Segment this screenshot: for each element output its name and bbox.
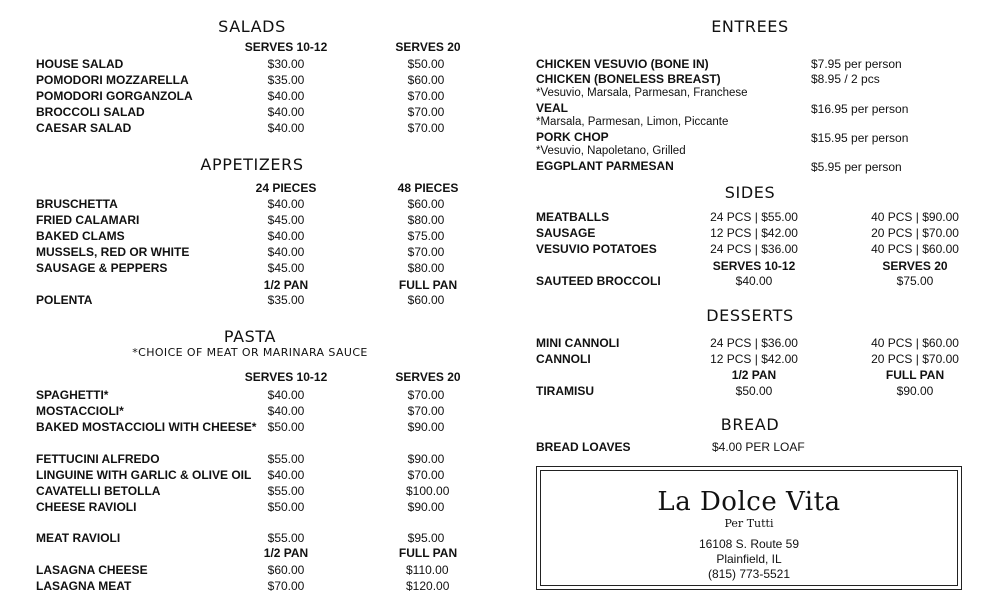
- item-name: CHICKEN VESUVIO (BONE IN): [536, 57, 709, 71]
- list-item: [36, 420, 496, 435]
- item-name: SAUSAGE: [536, 226, 596, 240]
- entrees-heading: ENTREES: [711, 17, 789, 36]
- list-item: [36, 197, 496, 212]
- item-price-large: $110.00: [406, 563, 449, 577]
- pasta-col2-header: SERVES 20: [395, 370, 461, 384]
- item-name: SPAGHETTI*: [36, 388, 109, 402]
- pasta-fullpan-header: FULL PAN: [398, 546, 458, 560]
- item-price: $5.95 per person: [811, 160, 902, 174]
- item-price-large: $90.00: [407, 500, 445, 514]
- item-name: HOUSE SALAD: [36, 57, 124, 71]
- item-price-large: $90.00: [407, 452, 445, 466]
- salads-heading: SALADS: [218, 17, 286, 36]
- item-name: MOSTACCIOLI*: [36, 404, 124, 418]
- appetizers-fullpan-header: FULL PAN: [398, 278, 458, 292]
- item-price-small: $45.00: [267, 213, 305, 227]
- item-price-small: 24 PCS | $55.00: [710, 210, 798, 224]
- item-name: VESUVIO POTATOES: [536, 242, 657, 256]
- item-price: $7.95 per person: [811, 57, 902, 71]
- desserts-heading: DESSERTS: [706, 306, 794, 325]
- list-item: [36, 121, 496, 136]
- item-name: POLENTA: [36, 293, 93, 307]
- item-name: POMODORI GORGANZOLA: [36, 89, 193, 103]
- item-price-large: $70.00: [407, 404, 445, 418]
- sides-col2-header: SERVES 20: [882, 259, 948, 273]
- list-item: [36, 579, 496, 594]
- item-name: MEAT RAVIOLI: [36, 531, 121, 545]
- item-price: $4.00 PER LOAF: [712, 440, 805, 454]
- list-item: [36, 57, 496, 72]
- appetizers-col2-header: 48 PIECES: [397, 181, 459, 195]
- item-price-large: 40 PCS | $60.00: [871, 242, 959, 256]
- item-note: *Marsala, Parmesan, Limon, Piccante: [536, 116, 729, 128]
- item-price-small: $40.00: [267, 404, 305, 418]
- item-price-large: $80.00: [407, 213, 445, 227]
- item-name: BRUSCHETTA: [36, 197, 118, 211]
- restaurant-address-line2: Plainfield, IL: [716, 552, 782, 566]
- restaurant-info-box: [536, 466, 962, 590]
- salads-col1-header: SERVES 10-12: [244, 40, 328, 54]
- pasta-pan-header: 1/2 PAN: [263, 546, 309, 560]
- item-price-small: 12 PCS | $42.00: [710, 352, 798, 366]
- item-name: POMODORI MOZZARELLA: [36, 73, 189, 87]
- list-item: [36, 484, 496, 499]
- item-name: CHEESE RAVIOLI: [36, 500, 137, 514]
- item-name: BAKED CLAMS: [36, 229, 125, 243]
- item-price-large: $80.00: [407, 261, 445, 275]
- item-price-large: $70.00: [407, 89, 445, 103]
- item-price-small: $40.00: [267, 468, 305, 482]
- item-price-small: $35.00: [267, 73, 305, 87]
- item-price-small: $40.00: [267, 197, 305, 211]
- item-price-large: $70.00: [407, 105, 445, 119]
- item-price-small: 12 PCS | $42.00: [710, 226, 798, 240]
- item-price-small: $70.00: [267, 579, 305, 593]
- item-price-large: $60.00: [407, 293, 445, 307]
- list-item: [36, 563, 496, 578]
- item-note: *Vesuvio, Napoletano, Grilled: [536, 145, 686, 157]
- appetizers-pan-header: 1/2 PAN: [263, 278, 309, 292]
- item-name: LASAGNA CHEESE: [36, 563, 148, 577]
- item-name: BAKED MOSTACCIOLI WITH CHEESE*: [36, 420, 257, 434]
- restaurant-info-inner-border: [540, 470, 958, 586]
- item-name: FETTUCINI ALFREDO: [36, 452, 160, 466]
- item-price-large: $70.00: [407, 121, 445, 135]
- list-item: [36, 388, 496, 403]
- bread-heading: BREAD: [720, 415, 780, 434]
- restaurant-tagline: Per Tutti: [724, 517, 774, 530]
- item-price-large: 20 PCS | $70.00: [871, 226, 959, 240]
- item-price-small: $40.00: [267, 121, 305, 135]
- item-price: $16.95 per person: [811, 102, 909, 116]
- item-price: $15.95 per person: [811, 131, 909, 145]
- item-price-large: 40 PCS | $90.00: [871, 210, 959, 224]
- appetizers-heading: APPETIZERS: [200, 155, 304, 174]
- sides-col1-header: SERVES 10-12: [712, 259, 796, 273]
- salads-col2-header: SERVES 20: [395, 40, 461, 54]
- pasta-heading: PASTA: [223, 327, 277, 346]
- item-price-large: $60.00: [407, 197, 445, 211]
- list-item: [36, 468, 496, 483]
- item-price-small: $50.00: [267, 420, 305, 434]
- item-name: PORK CHOP: [536, 130, 609, 144]
- item-name: CHICKEN (BONELESS BREAST): [536, 72, 721, 86]
- list-item: [36, 89, 496, 104]
- item-price-small: $50.00: [267, 500, 305, 514]
- item-price-large: $90.00: [407, 420, 445, 434]
- item-price-large: $70.00: [407, 245, 445, 259]
- item-price-small: $35.00: [267, 293, 305, 307]
- item-price-large: $120.00: [406, 579, 450, 593]
- item-price-small: $30.00: [267, 57, 305, 71]
- item-price-small: $55.00: [267, 531, 305, 545]
- item-price-small: $60.00: [267, 563, 305, 577]
- item-name: MEATBALLS: [536, 210, 610, 224]
- list-item: [36, 245, 496, 260]
- item-name: CAVATELLI BETOLLA: [36, 484, 161, 498]
- pasta-col1-header: SERVES 10-12: [244, 370, 328, 384]
- item-price-small: $40.00: [267, 245, 305, 259]
- item-price-large: $60.00: [407, 73, 445, 87]
- item-price-large: $75.00: [896, 274, 934, 288]
- item-price-small: $55.00: [267, 452, 305, 466]
- restaurant-logo: La Dolce Vita: [657, 487, 841, 517]
- item-price-small: $50.00: [735, 384, 773, 398]
- list-item: [36, 500, 496, 515]
- item-price-small: $40.00: [267, 229, 305, 243]
- list-item: [36, 293, 496, 308]
- restaurant-phone: (815) 773-5521: [707, 567, 791, 581]
- list-item: [36, 213, 496, 228]
- item-price-small: $55.00: [267, 484, 305, 498]
- item-price-small: $40.00: [267, 105, 305, 119]
- item-name: SAUTEED BROCCOLI: [536, 274, 661, 288]
- item-name: TIRAMISU: [536, 384, 594, 398]
- item-price-small: $45.00: [267, 261, 305, 275]
- desserts-col2-header: FULL PAN: [885, 368, 945, 382]
- item-name: CAESAR SALAD: [36, 121, 132, 135]
- list-item: [36, 404, 496, 419]
- item-price-small: 24 PCS | $36.00: [710, 242, 798, 256]
- sides-heading: SIDES: [724, 183, 776, 202]
- list-item: [36, 105, 496, 120]
- item-name: SAUSAGE & PEPPERS: [36, 261, 168, 275]
- list-item: [36, 229, 496, 244]
- item-note: *Vesuvio, Marsala, Parmesan, Franchese: [536, 87, 748, 99]
- list-item: [36, 531, 496, 546]
- item-price-small: $40.00: [735, 274, 773, 288]
- item-name: BREAD LOAVES: [536, 440, 631, 454]
- item-price-small: $40.00: [267, 89, 305, 103]
- pasta-subtitle: *CHOICE OF MEAT OR MARINARA SAUCE: [132, 346, 368, 359]
- item-name: CANNOLI: [536, 352, 591, 366]
- desserts-col1-header: 1/2 PAN: [731, 368, 777, 382]
- item-price-large: $50.00: [407, 57, 445, 71]
- item-price-large: $95.00: [407, 531, 445, 545]
- item-name: EGGPLANT PARMESAN: [536, 159, 674, 173]
- item-name: MINI CANNOLI: [536, 336, 620, 350]
- list-item: [36, 73, 496, 88]
- item-price-large: $75.00: [407, 229, 445, 243]
- item-price-large: $90.00: [896, 384, 934, 398]
- item-price-large: 40 PCS | $60.00: [871, 336, 959, 350]
- item-name: LASAGNA MEAT: [36, 579, 132, 593]
- appetizers-col1-header: 24 PIECES: [255, 181, 317, 195]
- item-name: LINGUINE WITH GARLIC & OLIVE OIL: [36, 468, 252, 482]
- item-name: FRIED CALAMARI: [36, 213, 140, 227]
- item-price-large: $100.00: [406, 484, 450, 498]
- item-price-large: 20 PCS | $70.00: [871, 352, 959, 366]
- item-name: BROCCOLI SALAD: [36, 105, 145, 119]
- item-price: $8.95 / 2 pcs: [811, 72, 880, 86]
- item-price-small: $40.00: [267, 388, 305, 402]
- item-price-large: $70.00: [407, 388, 445, 402]
- item-name: VEAL: [536, 101, 569, 115]
- item-price-small: 24 PCS | $36.00: [710, 336, 798, 350]
- item-name: MUSSELS, RED OR WHITE: [36, 245, 190, 259]
- list-item: [36, 452, 496, 467]
- list-item: [36, 261, 496, 276]
- restaurant-address-line1: 16108 S. Route 59: [698, 537, 800, 551]
- item-price-large: $70.00: [407, 468, 445, 482]
